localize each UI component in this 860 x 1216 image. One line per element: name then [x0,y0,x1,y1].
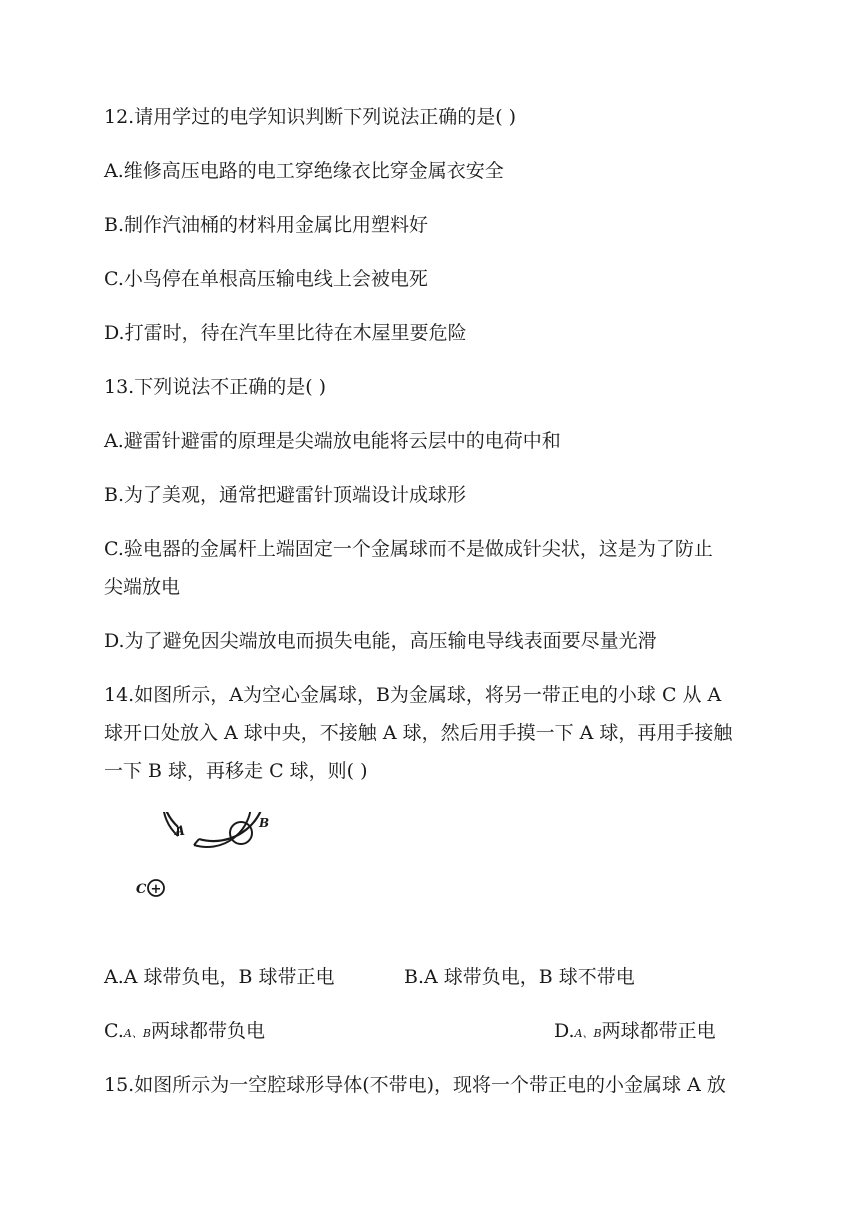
option-c-letter: C. [104,1020,124,1042]
q14-option-c [104,1018,265,1047]
q14-stem-line-1: 14.如图所示，A为空心金属球，B为金属球，将另一带正电的小球 C 从 A [104,684,722,706]
q13-option-a: A.避雷针避雷的原理是尖端放电能将云层中的电荷中和 [104,430,561,452]
q14-option-a: A.A 球带负电，B 球带正电 [104,966,335,988]
option-d-letter: D. [554,1020,575,1042]
q14-stem-line-2: 球开口处放入 A 球中央，不接触 A 球，然后用手摸一下 A 球，再用手接触 [104,722,733,744]
q15-stem: 15.如图所示为一空腔球形导体(不带电)，现将一个带正电的小金属球 A 放 [104,1074,726,1096]
option-c-balls: A、B [123,1027,151,1040]
sphere-a-opening-edge-right [194,839,199,845]
q14-option-b: B.A 球带负电，B 球不带电 [404,966,635,988]
q13-option-c-continued: 尖端放电 [104,576,181,598]
q14-option-d [554,1018,716,1047]
label-c: C [136,882,147,897]
option-d-balls: A、B [574,1027,602,1040]
plus-sign-icon: + [150,882,162,897]
label-a: A [175,824,186,839]
q12-option-a: A.维修高压电路的电工穿绝缘衣比穿金属衣安全 [104,160,504,182]
hollow-sphere-figure [98,812,288,944]
q14-stem-line-3: 一下 B 球，再移走 C 球，则( ) [104,760,368,782]
q12-stem: 12.请用学过的电学知识判断下列说法正确的是( ) [104,106,517,128]
q13-option-d: D.为了避免因尖端放电而损失电能，高压输电导线表面要尽量光滑 [104,630,657,652]
q12-option-d: D.打雷时，待在汽车里比待在木屋里要危险 [104,322,467,344]
q13-stem: 13.下列说法不正确的是( ) [104,376,327,398]
option-d-text: 两球都带正电 [601,1020,716,1042]
q12-option-c: C.小鸟停在单根高压输电线上会被电死 [104,268,428,290]
label-b: B [259,816,270,830]
q13-option-b: B.为了美观，通常把避雷针顶端设计成球形 [104,484,467,506]
q12-option-b: B.制作汽油桶的材料用金属比用塑料好 [104,214,429,236]
q13-option-c: C.验电器的金属杆上端固定一个金属球而不是做成针尖状，这是为了防止 [104,538,713,560]
option-c-text: 两球都带负电 [150,1020,265,1042]
